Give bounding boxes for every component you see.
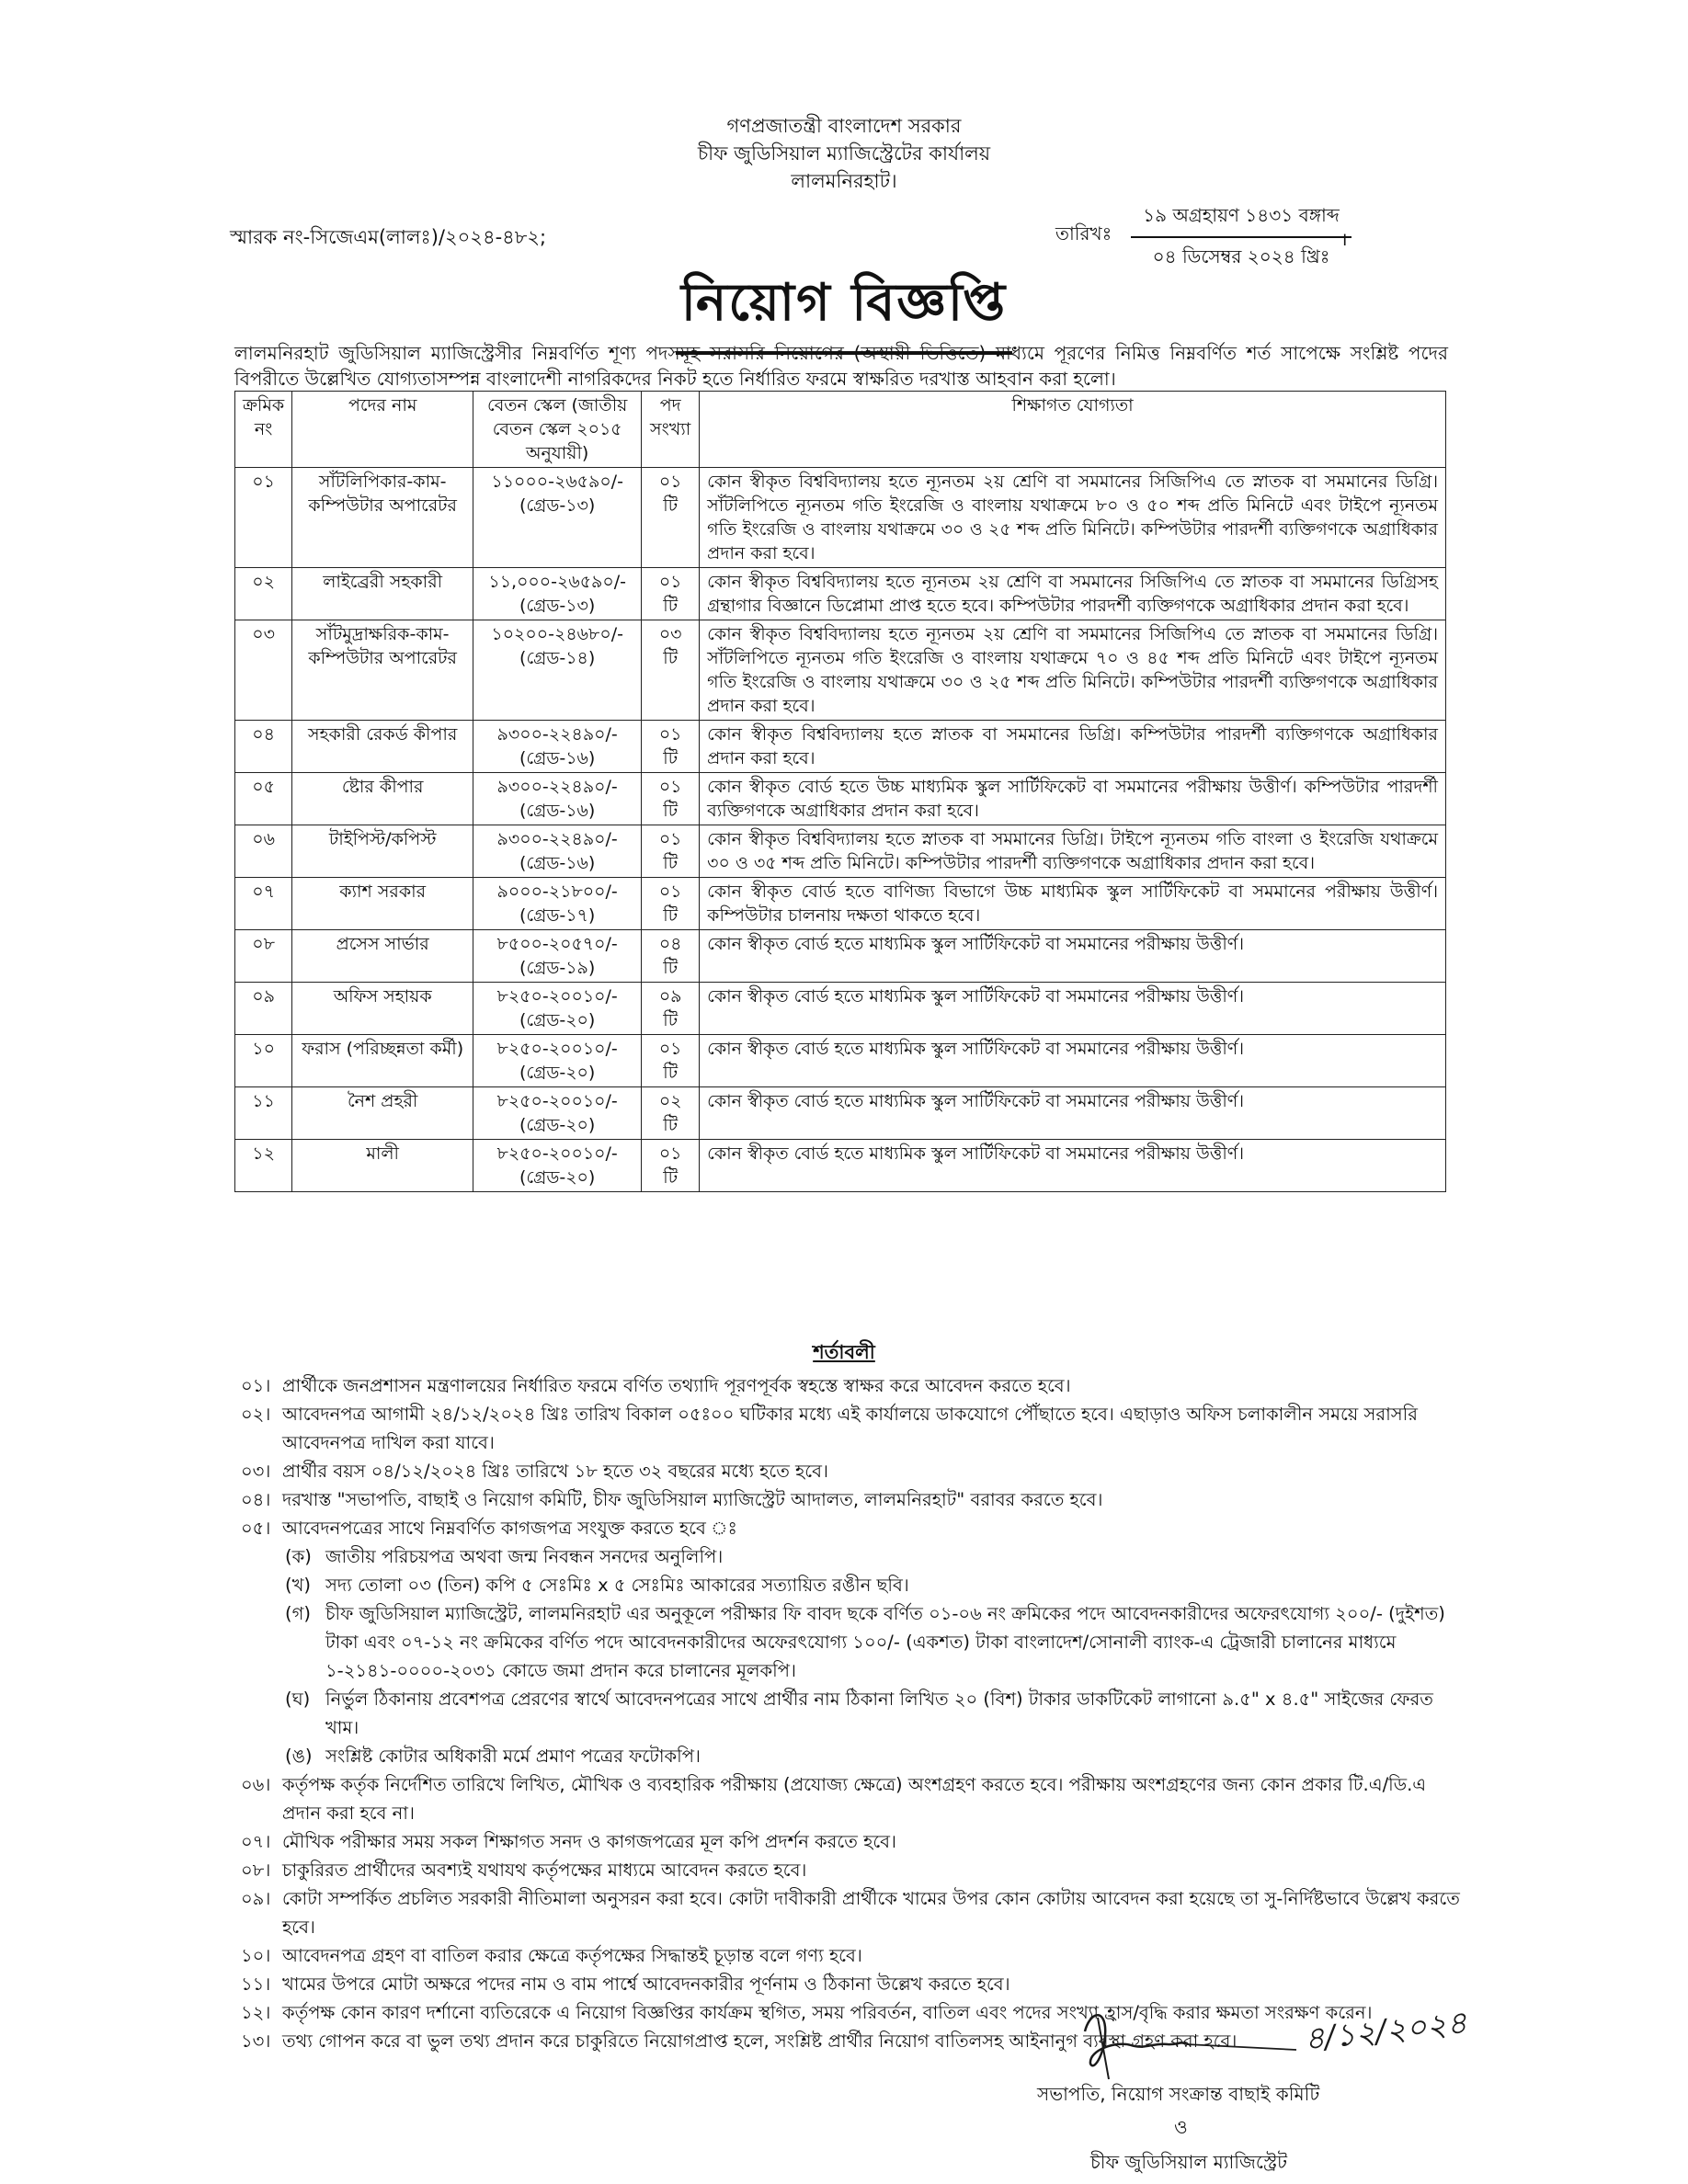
- row-qualification: কোন স্বীকৃত বোর্ড হতে উচ্চ মাধ্যমিক স্কুল সার্টিফিকেট বা সমমানের পরীক্ষায় উত্তীর্ণ। কম্পিউটার পারদর্শী ব্যক্তিগণকে অগ্রাধিকার প্রদান করা হবে।: [700, 773, 1446, 825]
- row-scale: ৯৩০০-২২৪৯০/-: [496, 829, 618, 849]
- row-count: ০১ টি: [642, 878, 700, 930]
- condition-item-text: প্রার্থীর বয়স ০৪/১২/২০২৪ খ্রিঃ তারিখে ১৮ হতে ৩২ বছরের মধ্যে হতে হবে।: [282, 1461, 828, 1482]
- row-serial: ০৭: [235, 878, 292, 930]
- row-qualification: কোন স্বীকৃত বোর্ড হতে মাধ্যমিক স্কুল সার্টিফিকেট বা সমমানের পরীক্ষায় উত্তীর্ণ।: [700, 930, 1446, 983]
- header-count: পদ সংখ্যা: [642, 392, 700, 468]
- sub-condition-item-number: (ক): [285, 1546, 312, 1567]
- row-scale: ৯৩০০-২২৪৯০/-: [496, 724, 618, 745]
- row-grade: (গ্রেড-২০): [519, 1167, 596, 1188]
- condition-item-number: ১৩।: [241, 2030, 271, 2052]
- row-serial: ০৬: [235, 825, 292, 878]
- row-qualification: কোন স্বীকৃত বোর্ড হতে মাধ্যমিক স্কুল সার্টিফিকেট বা সমমানের পরীক্ষায় উত্তীর্ণ।: [700, 1087, 1446, 1140]
- row-serial: ০৮: [235, 930, 292, 983]
- row-post-name: প্রসেস সার্ভার: [292, 930, 473, 983]
- row-post-name: মালী: [292, 1140, 473, 1192]
- row-count: ০১ টি: [642, 721, 700, 773]
- office-name: চীফ জুডিসিয়াল ম্যাজিস্ট্রেটের কার্যালয়: [697, 142, 991, 165]
- row-grade: (গ্রেড-১৬): [519, 853, 596, 873]
- table-row: [235, 620, 1446, 721]
- condition-item-text: তথ্য গোপন করে বা ভুল তথ্য প্রদান করে চাকুরিতে নিয়োগপ্রাপ্ত হলে, সংশ্লিষ্ট প্রার্থীর নিয়োগ বাতিলসহ আইনানুগ ব্যবস্থা গ্রহণ করা হবে।: [282, 2030, 1237, 2052]
- row-qualification: কোন স্বীকৃত বিশ্ববিদ্যালয় হতে স্নাতক বা সমমানের ডিগ্রি। টাইপে ন্যূনতম গতি বাংলা ও ইংরেজি যথাক্রমে ৩০ ও ৩৫ শব্দ প্রতি মিনিটে। কম্পিউটার পারদর্শী ব্যক্তিগণকে অগ্রাধিকার প্রদান করা হবে।: [700, 825, 1446, 878]
- sub-condition-item: [241, 1742, 1464, 1770]
- condition-item: [241, 1485, 1464, 1514]
- table-row: [235, 930, 1446, 983]
- signature-date: ৪/১২/২০২৪: [1302, 2004, 1469, 2058]
- row-scale: ১১০০০-২৬৫৯০/-: [491, 472, 623, 492]
- row-scale: ১০২০০-২৪৬৮০/-: [491, 624, 623, 644]
- date-bangla: ১৯ অগ্রহায়ণ ১৪৩১ বঙ্গাব্দ: [1131, 202, 1352, 238]
- row-serial: ০৯: [235, 983, 292, 1035]
- signatory-and: ও: [1174, 2116, 1188, 2138]
- row-qualification: কোন স্বীকৃত বিশ্ববিদ্যালয় হতে ন্যূনতম ২য় শ্রেণি বা সমমানের সিজিপিএ তে স্নাতক বা সমমানের ডিগ্রি। সাঁটলিপিতে ন্যূনতম গতি ইংরেজি ও বাংলায় যথাক্রমে ৮০ ও ৫০ শব্দ প্রতি মিনিটে এবং টাইপে ন্যূনতম গতি ইংরেজি ও বাংলায় যথাক্রমে ৩০ ও ২৫ শব্দ প্রতি মিনিটে। কম্পিউটার পারদর্শী ব্যক্তিগণকে অগ্রাধিকার প্রদান করা হবে।: [700, 468, 1446, 568]
- condition-item-text: কোটা সম্পর্কিত প্রচলিত সরকারী নীতিমালা অনুসরন করা হবে। কোটা দাবীকারী প্রার্থীকে খামের উপর কোন কোটায় আবেদন করা হয়েছে তা সু-নির্দিষ্টভাবে উল্লেখ করতে হবে।: [282, 1888, 1460, 1938]
- condition-item-text: চাকুরিরত প্রার্থীদের অবশ্যই যথাযথ কর্তৃপক্ষের মাধ্যমে আবেদন করতে হবে।: [282, 1860, 807, 1881]
- row-post-name: অফিস সহায়ক: [292, 983, 473, 1035]
- condition-item-text: খামের উপরে মোটা অক্ষরে পদের নাম ও বাম পার্শ্বে আবেদনকারীর পূর্ণনাম ও ঠিকানা উল্লেখ করতে হবে।: [282, 1974, 1010, 1995]
- memo-number: স্মারক নং-সিজেএম(লালঃ)/২০২৪-৪৮২;: [230, 226, 547, 248]
- row-qualification: কোন স্বীকৃত বিশ্ববিদ্যালয় হতে ন্যূনতম ২য় শ্রেণি বা সমমানের সিজিপিএ তে স্নাতক বা সমমানের ডিগ্রি। সাঁটলিপিতে ন্যূনতম গতি ইংরেজি ও বাংলায় যথাক্রমে ৭০ ও ৪৫ শব্দ প্রতি মিনিটে এবং টাইপে ন্যূনতম গতি ইংরেজি ও বাংলায় যথাক্রমে ৩০ ও ২৫ শব্দ প্রতি মিনিটে। কম্পিউটার পারদর্শী ব্যক্তিগণকে অগ্রাধিকার প্রদান করা হবে।: [700, 620, 1446, 721]
- condition-item-text: আবেদনপত্রের সাথে নিম্নবর্ণিত কাগজপত্র সংযুক্ত করতে হবে ঃ: [282, 1518, 737, 1539]
- row-scale: ৮২৫০-২০০১০/-: [496, 1039, 618, 1059]
- sub-condition-item-text: সদ্য তোলা ০৩ (তিন) কপি ৫ সেঃমিঃ x ৫ সেঃমিঃ আকারের সত্যায়িত রঙীন ছবি।: [325, 1575, 909, 1596]
- date-label: তারিখঃ: [1055, 222, 1112, 245]
- condition-item: [241, 1400, 1464, 1457]
- table-row: [235, 1140, 1446, 1192]
- sub-condition-item-number: (ঙ): [285, 1746, 313, 1767]
- header-qualification: শিক্ষাগত যোগ্যতা: [700, 392, 1446, 468]
- row-scale: ৮৫০০-২০৫৭০/-: [496, 934, 618, 954]
- condition-item-number: ০৮।: [241, 1860, 271, 1881]
- row-scale-cell: [473, 1087, 642, 1140]
- row-scale-cell: [473, 1140, 642, 1192]
- row-grade: (গ্রেড-১৭): [519, 905, 596, 926]
- table-row: [235, 983, 1446, 1035]
- header-post: পদের নাম: [292, 392, 473, 468]
- sub-condition-item: [241, 1542, 1464, 1571]
- row-grade: (গ্রেড-১৬): [519, 801, 596, 821]
- row-serial: ১২: [235, 1140, 292, 1192]
- row-scale-cell: [473, 930, 642, 983]
- row-count: ০১ টি: [642, 773, 700, 825]
- table-row: [235, 1087, 1446, 1140]
- sub-condition-item-number: (খ): [285, 1575, 312, 1596]
- row-qualification: কোন স্বীকৃত বোর্ড হতে মাধ্যমিক স্কুল সার্টিফিকেট বা সমমানের পরীক্ষায় উত্তীর্ণ।: [700, 1140, 1446, 1192]
- row-grade: (গ্রেড-১৩): [519, 596, 596, 616]
- condition-item-number: ০৭।: [241, 1831, 271, 1852]
- row-scale-cell: [473, 773, 642, 825]
- row-grade: (গ্রেড-২০): [519, 1063, 596, 1083]
- row-scale: ৮২৫০-২০০১০/-: [496, 1143, 618, 1164]
- table-row: [235, 878, 1446, 930]
- row-scale: ৮২৫০-২০০১০/-: [496, 986, 618, 1007]
- condition-item-number: ০২।: [241, 1404, 271, 1425]
- condition-item-text: আবেদনপত্র আগামী ২৪/১২/২০২৪ খ্রিঃ তারিখ বিকাল ০৫ঃ০০ ঘটিকার মধ্যে এই কার্যালয়ে ডাকযোগে পৌঁছাতে হবে। এছাড়াও অফিস চলাকালীন সময়ে সরাসরি আবেদনপত্র দাখিল করা যাবে।: [282, 1404, 1418, 1453]
- header-scale: বেতন স্কেল (জাতীয় বেতন স্কেল ২০১৫ অনুযায়ী): [473, 392, 642, 468]
- row-scale-cell: [473, 721, 642, 773]
- sub-condition-item-text: জাতীয় পরিচয়পত্র অথবা জন্ম নিবন্ধন সনদের অনুলিপি।: [325, 1546, 724, 1567]
- row-count: ০১ টি: [642, 1035, 700, 1087]
- signatory-designation: চীফ জুডিসিয়াল ম্যাজিস্ট্রেট: [1090, 2151, 1288, 2173]
- office-location: লালমনিরহাট।: [791, 170, 897, 192]
- row-scale: ৯৩০০-২২৪৯০/-: [496, 777, 618, 797]
- sub-condition-item-number: (গ): [285, 1603, 311, 1624]
- row-post-name: লাইব্রেরী সহকারী: [292, 568, 473, 620]
- row-scale-cell: [473, 468, 642, 568]
- row-qualification: কোন স্বীকৃত বোর্ড হতে মাধ্যমিক স্কুল সার্টিফিকেট বা সমমানের পরীক্ষায় উত্তীর্ণ।: [700, 983, 1446, 1035]
- condition-item: [241, 1371, 1464, 1400]
- table-row: [235, 468, 1446, 568]
- sub-condition-item: [241, 1571, 1464, 1599]
- row-scale-cell: [473, 825, 642, 878]
- row-scale-cell: [473, 983, 642, 1035]
- condition-item-number: ০৫।: [241, 1518, 271, 1539]
- condition-item: [241, 1941, 1464, 1970]
- condition-item-number: ০৬।: [241, 1774, 271, 1795]
- row-post-name: ক্যাশ সরকার: [292, 878, 473, 930]
- row-scale-cell: [473, 568, 642, 620]
- row-count: ০২ টি: [642, 1087, 700, 1140]
- condition-item: [241, 1514, 1464, 1542]
- condition-item-number: ০৯।: [241, 1888, 271, 1909]
- row-scale: ১১,০০০-২৬৫৯০/-: [488, 572, 626, 592]
- row-post-name: নৈশ প্রহরী: [292, 1087, 473, 1140]
- sub-condition-item-text: নির্ভুল ঠিকানায় প্রবেশপত্র প্রেরণের স্বার্থে আবেদনপত্রের সাথে প্রার্থীর নাম ঠিকানা লিখিত ২০ (বিশ) টাকার ডাকটিকেট লাগানো ৯.৫" x ৪.৫" সাইজের ফেরত খাম।: [325, 1689, 1433, 1738]
- condition-item-number: ০৩।: [241, 1461, 271, 1482]
- table-row: [235, 773, 1446, 825]
- row-grade: (গ্রেড-১৯): [519, 958, 596, 978]
- row-serial: ০৫: [235, 773, 292, 825]
- government-name: গণপ্রজাতন্ত্রী বাংলাদেশ সরকার: [726, 115, 962, 137]
- conditions-list: [241, 1371, 1464, 2055]
- row-qualification: কোন স্বীকৃত বিশ্ববিদ্যালয় হতে ন্যূনতম ২য় শ্রেণি বা সমমানের সিজিপিএ তে স্নাতক বা সমমানের ডিগ্রিসহ গ্রন্থাগার বিজ্ঞানে ডিপ্লোমা প্রাপ্ত হতে হবে। কম্পিউটার পারদর্শী ব্যক্তিগণকে অগ্রাধিকার প্রদান করা হবে।: [700, 568, 1446, 620]
- row-post-name: সাঁটমুদ্রাক্ষরিক-কাম-কম্পিউটার অপারেটর: [292, 620, 473, 721]
- condition-item-text: কর্তৃপক্ষ কোন কারণ দর্শানো ব্যতিরেকে এ নিয়োগ বিজ্ঞপ্তির কার্যক্রম স্থগিত, সময় পরিবর্তন, বাতিল এবং পদের সংখ্যা হ্রাস/বৃদ্ধি করার ক্ষমতা সংরক্ষণ করেন।: [282, 2002, 1373, 2023]
- row-scale-cell: [473, 620, 642, 721]
- table-row: [235, 721, 1446, 773]
- row-grade: (গ্রেড-১৪): [519, 648, 596, 668]
- row-post-name: ফরাস (পরিচ্ছন্নতা কর্মী): [292, 1035, 473, 1087]
- sub-condition-item: [241, 1599, 1464, 1685]
- row-serial: ০৪: [235, 721, 292, 773]
- condition-item: [241, 1856, 1464, 1884]
- handwritten-signature: [1066, 1976, 1581, 2096]
- row-post-name: সাঁটলিপিকার-কাম-কম্পিউটার অপারেটর: [292, 468, 473, 568]
- row-serial: ০১: [235, 468, 292, 568]
- table-row: [235, 1035, 1446, 1087]
- date-end-mark: ।: [1340, 228, 1348, 250]
- office-header: [0, 112, 1688, 195]
- condition-item-number: ১০।: [241, 1945, 271, 1966]
- notice-title: নিয়োগ বিজ্ঞপ্তি: [676, 263, 1012, 355]
- row-post-name: টাইপিস্ট/কপিস্ট: [292, 825, 473, 878]
- row-serial: ০৩: [235, 620, 292, 721]
- row-count: ০৪ টি: [642, 930, 700, 983]
- row-count: ০১ টি: [642, 568, 700, 620]
- condition-item-text: দরখাস্ত "সভাপতি, বাছাই ও নিয়োগ কমিটি, চীফ জুডিসিয়াল ম্যাজিস্ট্রেট আদালত, লালমনিরহাট" বরাবর করতে হবে।: [282, 1489, 1103, 1510]
- signature-mark: [1066, 1976, 1581, 2178]
- conditions-title: শর্তাবলী: [813, 1341, 875, 1363]
- table-row: [235, 825, 1446, 878]
- row-qualification: কোন স্বীকৃত বিশ্ববিদ্যালয় হতে স্নাতক বা সমমানের ডিগ্রি। কম্পিউটার পারদর্শী ব্যক্তিগণকে অগ্রাধিকার প্রদান করা হবে।: [700, 721, 1446, 773]
- row-grade: (গ্রেড-২০): [519, 1010, 596, 1030]
- condition-item-text: কর্তৃপক্ষ কর্তৃক নির্দেশিত তারিখে লিখিত, মৌখিক ও ব্যবহারিক পরীক্ষায় (প্রযোজ্য ক্ষেত্রে) অংশগ্রহণ করতে হবে। পরীক্ষায় অংশগ্রহণের জন্য কোন প্রকার টি.এ/ডি.এ প্রদান করা হবে না।: [282, 1774, 1427, 1824]
- row-count: ০১ টি: [642, 1140, 700, 1192]
- row-post-name: ষ্টোর কীপার: [292, 773, 473, 825]
- condition-item-text: মৌখিক পরীক্ষার সময় সকল শিক্ষাগত সনদ ও কাগজপত্রের মূল কপি প্রদর্শন করতে হবে।: [282, 1831, 896, 1852]
- sub-condition-item: [241, 1685, 1464, 1742]
- row-serial: ১০: [235, 1035, 292, 1087]
- condition-item-number: ১২।: [241, 2002, 271, 2023]
- condition-item-number: ০৪।: [241, 1489, 271, 1510]
- date-english: ০৪ ডিসেম্বর ২০২৪ খ্রিঃ: [1152, 245, 1330, 267]
- sub-condition-item-text: সংশ্লিষ্ট কোটার অধিকারী মর্মে প্রমাণ পত্রের ফটোকপি।: [325, 1746, 701, 1767]
- table-row: [235, 568, 1446, 620]
- row-grade: (গ্রেড-১৩): [519, 495, 596, 516]
- row-grade: (গ্রেড-২০): [519, 1115, 596, 1135]
- condition-item-number: ০১।: [241, 1375, 271, 1396]
- condition-item: [241, 1884, 1464, 1941]
- signatory-title: সভাপতি, নিয়োগ সংক্রান্ত বাছাই কমিটি: [1037, 2083, 1320, 2105]
- condition-item-text: প্রার্থীকে জনপ্রশাসন মন্ত্রণালয়ের নির্ধারিত ফরমে বর্ণিত তথ্যাদি পূরণপূর্বক স্বহস্তে স্বাক্ষর করে আবেদন করতে হবে।: [282, 1375, 1071, 1396]
- row-qualification: কোন স্বীকৃত বোর্ড হতে বাণিজ্য বিভাগে উচ্চ মাধ্যমিক স্কুল সার্টিফিকেট বা সমমানের পরীক্ষায় উত্তীর্ণ। কম্পিউটার চালনায় দক্ষতা থাকতে হবে।: [700, 878, 1446, 930]
- sub-condition-item-text: চীফ জুডিসিয়াল ম্যাজিস্ট্রেট, লালমনিরহাট এর অনুকূলে পরীক্ষার ফি বাবদ ছকে বর্ণিত ০১-০৬ নং ক্রমিকের পদে আবেদনকারীদের অফেরৎযোগ্য ২০০/- (দুইশত) টাকা এবং ০৭-১২ নং ক্রমিকের বর্ণিত পদে আবেদনকারীদের অফেরৎযোগ্য ১০০/- (একশত) টাকা বাংলাদেশ/সোনালী ব্যাংক-এ ট্রেজারী চালানের মাধ্যমে ১-২১৪১-০০০০-২০৩১ কোডে জমা প্রদান করে চালানের মূলকপি।: [325, 1603, 1445, 1681]
- row-qualification: কোন স্বীকৃত বোর্ড হতে মাধ্যমিক স্কুল সার্টিফিকেট বা সমমানের পরীক্ষায় উত্তীর্ণ।: [700, 1035, 1446, 1087]
- condition-item: [241, 1457, 1464, 1485]
- header-serial: ক্রমিক নং: [235, 392, 292, 468]
- sub-condition-item-number: (ঘ): [285, 1689, 311, 1710]
- row-count: ০৩ টি: [642, 620, 700, 721]
- table-header-row: [235, 392, 1446, 468]
- row-serial: ০২: [235, 568, 292, 620]
- row-serial: ১১: [235, 1087, 292, 1140]
- intro-paragraph: লালমনিরহাট জুডিসিয়াল ম্যাজিস্ট্রেসীর নিম্নবর্ণিত শূণ্য পদসমূহ সরাসরি নিয়োগের (অস্থায়ী ভিত্তিতে) মাধ্যমে পূরণের নিমিত্ত নিম্নবর্ণিত শর্ত সাপেক্ষে সংশ্লিষ্ট পদের বিপরীতে উল্লেখিত যোগ্যতাসম্পন্ন বাংলাদেশী নাগরিকদের নিকট হতে নির্ধারিত ফরমে স্বাক্ষরিত দরখাস্ত আহবান করা হলো।: [234, 342, 1448, 390]
- condition-item: [241, 1827, 1464, 1856]
- row-count: ০১ টি: [642, 825, 700, 878]
- row-post-name: সহকারী রেকর্ড কীপার: [292, 721, 473, 773]
- row-scale-cell: [473, 878, 642, 930]
- row-scale-cell: [473, 1035, 642, 1087]
- condition-item-number: ১১।: [241, 1974, 271, 1995]
- row-count: ০৯ টি: [642, 983, 700, 1035]
- row-scale: ৯০০০-২১৮০০/-: [496, 882, 618, 902]
- condition-item-text: আবেদনপত্র গ্রহণ বা বাতিল করার ক্ষেত্রে কর্তৃপক্ষের সিদ্ধান্তই চূড়ান্ত বলে গণ্য হবে।: [282, 1945, 862, 1966]
- posts-table: [234, 391, 1446, 1192]
- condition-item: [241, 1770, 1464, 1827]
- row-count: ০১ টি: [642, 468, 700, 568]
- row-scale: ৮২৫০-২০০১০/-: [496, 1091, 618, 1111]
- row-grade: (গ্রেড-১৬): [519, 748, 596, 768]
